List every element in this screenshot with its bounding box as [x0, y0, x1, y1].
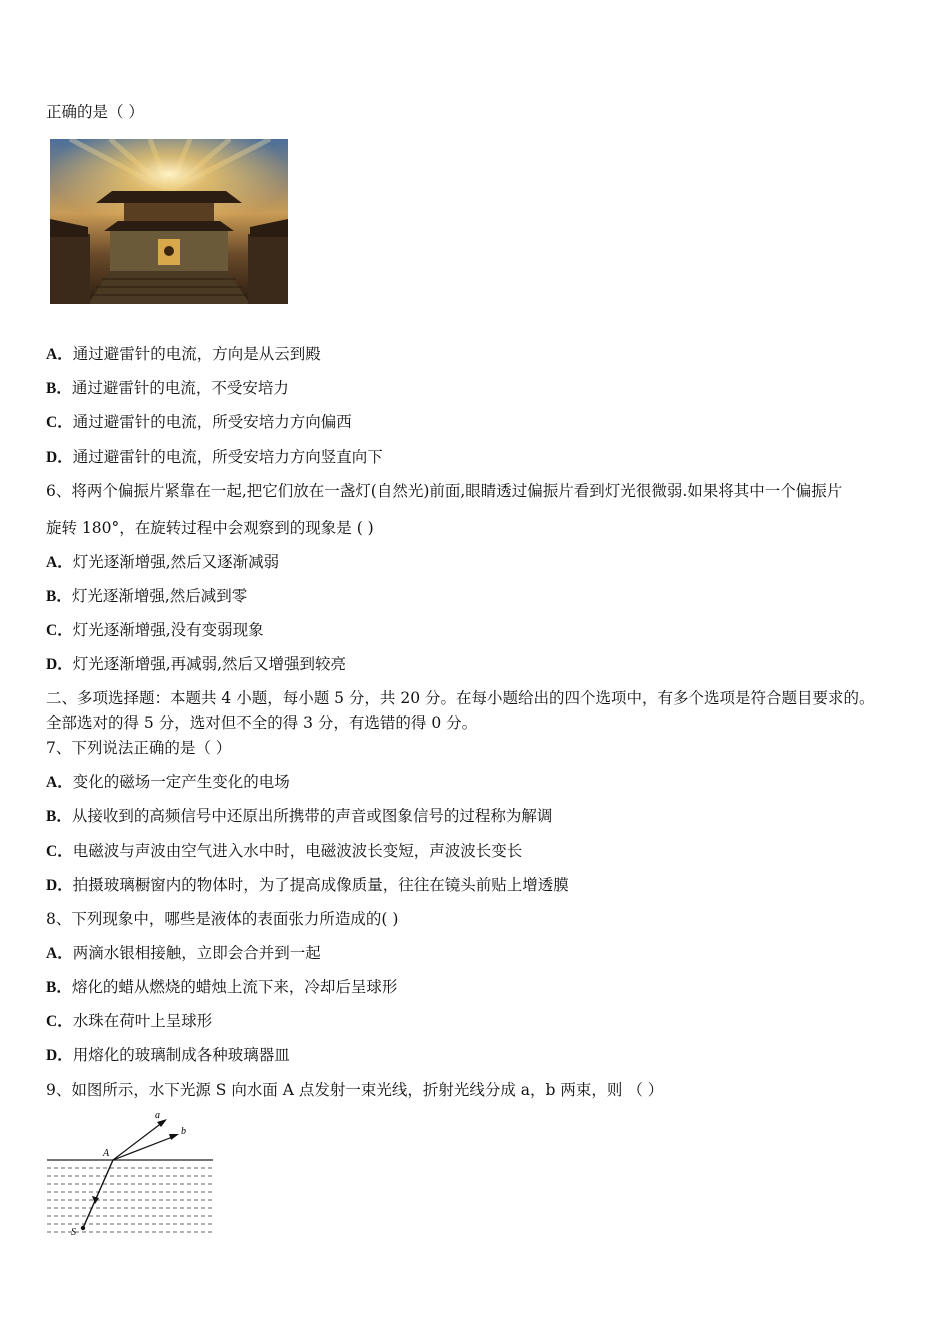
q6-option-c: C．灯光逐渐增强,没有变弱现象: [46, 621, 264, 639]
q6-stem-line2: 旋转 180°，在旋转过程中会观察到的现象是 ( ): [46, 519, 374, 537]
q7-option-a: A．变化的磁场一定产生变化的电场: [46, 773, 290, 791]
q5-option-a: A．通过避雷针的电流，方向是从云到殿: [46, 345, 321, 363]
section2-heading-line1: 二、多项选择题：本题共 4 小题，每小题 5 分，共 20 分。在每小题给出的四个选项中，有多个选项是符合题目要求的。: [46, 689, 875, 707]
q5-option-b: B．通过避雷针的电流，不受安培力: [46, 379, 289, 397]
point-a-label: A: [103, 1148, 110, 1159]
q6-stem-line1: 6、将两个偏振片紧靠在一起,把它们放在一盏灯(自然光)前面,眼睛透过偏振片看到灯光很微弱.如果将其中一个偏振片: [46, 482, 843, 500]
point-s-label: S: [71, 1227, 76, 1238]
question-intro: 正确的是（ ）: [46, 103, 144, 121]
ray-a-label: a: [155, 1110, 160, 1121]
q7-stem: 7、下列说法正确的是（ ）: [46, 739, 232, 757]
q7-option-c: C．电磁波与声波由空气进入水中时，电磁波波长变短，声波波长变长: [46, 842, 523, 860]
refraction-diagram: [45, 1108, 215, 1238]
q9-stem: 9、如图所示，水下光源 S 向水面 A 点发射一束光线，折射光线分成 a，b 两束，则 （ ）: [46, 1081, 664, 1099]
q6-option-b: B．灯光逐渐增强,然后减到零: [46, 587, 248, 605]
q8-option-a: A．两滴水银相接触，立即会合并到一起: [46, 944, 321, 962]
temple-photo: [50, 139, 288, 304]
q8-option-c: C．水珠在荷叶上呈球形: [46, 1012, 213, 1030]
q6-option-a: A．灯光逐渐增强,然后又逐渐减弱: [46, 553, 280, 571]
q7-option-b: B．从接收到的高频信号中还原出所携带的声音或图象信号的过程称为解调: [46, 807, 553, 825]
ray-b-label: b: [181, 1126, 186, 1137]
q5-option-c: C．通过避雷针的电流，所受安培力方向偏西: [46, 413, 352, 431]
q8-option-b: B．熔化的蜡从燃烧的蜡烛上流下来，冷却后呈球形: [46, 978, 398, 996]
q8-option-d: D．用熔化的玻璃制成各种玻璃器皿: [46, 1046, 290, 1064]
q8-stem: 8、下列现象中，哪些是液体的表面张力所造成的( ): [46, 910, 399, 928]
q6-option-d: D．灯光逐渐增强,再减弱,然后又增强到较亮: [46, 655, 347, 673]
section2-heading-line2: 全部选对的得 5 分，选对但不全的得 3 分，有选错的得 0 分。: [46, 714, 478, 732]
q7-option-d: D．拍摄玻璃橱窗内的物体时，为了提高成像质量，往往在镜头前贴上增透膜: [46, 876, 569, 894]
q5-option-d: D．通过避雷针的电流，所受安培力方向竖直向下: [46, 448, 383, 466]
